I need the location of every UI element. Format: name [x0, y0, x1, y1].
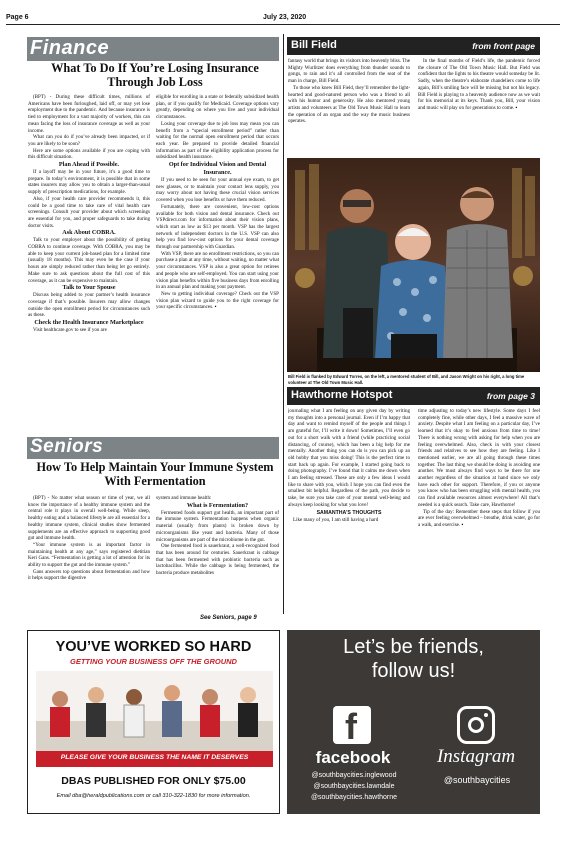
- bill-field-jump: from front page: [472, 41, 535, 51]
- social-line-1: Let’s be friends,: [343, 636, 484, 658]
- finance-column-1: [28, 94, 150, 370]
- dba-advertisement[interactable]: [27, 630, 280, 814]
- instagram-label: Instagram: [436, 746, 516, 767]
- bill-field-photo-caption: Bill Field is flanked by Edward Torres, on the left, a mentored student of Bill, and Jason Wright on his right, a long time volunteer at The Old Town Music Hall.: [288, 374, 525, 385]
- paragraph: “Your immune system is as important factor in maintaining health at any age,” says registered dietitian Keri Gans. “Fermentation is getting a lot of attention for its ability to support the gut and the immune system.”: [28, 541, 150, 569]
- page-number: Page 6: [6, 14, 29, 21]
- ad-ribbon-text: PLEASE GIVE YOUR BUSINESS THE NAME IT DESERVES: [60, 754, 249, 761]
- paragraph: fantasy world that brings its visitors into heavenly bliss. The Mighty Wurlitzer does everything from thunder sounds to gongs, to rain and it’s all controlled from the seat of the man in charge, Bill Field.: [288, 58, 410, 85]
- subhead: Ask About COBRA.: [62, 229, 116, 237]
- paragraph: time adjusting to today’s new lifestyle. Some days I feel completely fine, while other days, I feel a massive wave of anxiety. Despite what I am feeling on a particular day, I’ve learned that it’s okay to feel anxious from time to time! There is nothing wrong with asking for help when you are feeling overwhelmed. Also, check in with your closest friends and relatives to see how they are feeling. Like I mentioned earlier, we are all going through these times together. The last thing we should be doing is avoiding one another. We must always find ways to be there for one another regardless of the situation at hand since we only have each other for support. Therefore, if you or anyone you know who has been struggling with mental health, you can find available resources almost everywhere! All that’s needed is a quick search. Take care, Hawthorne!: [418, 408, 540, 508]
- paragraph: Fermented foods support gut health, an important part of the immune system. Fermentation happens when organic material (usually from plants) is broken down by microorganisms like yeast and bacteria. Many of those microorganisms are part of the microbiome in the gut.: [156, 509, 279, 543]
- paragraph: With VSP, there are no enrollment restrictions, so you can purchase a plan at any time, without waiting, no matter what your circumstances. VSP is also a great option for retirees and people who are self-employed. You can start using your vision plan benefits within five business days from enrolling in an annual plan and making your payment.: [156, 250, 279, 291]
- hawthorne-jump: from page 3: [486, 391, 535, 401]
- hawthorne-column-2: [418, 408, 540, 622]
- photo-illustration: [287, 158, 540, 372]
- header-rule: [6, 24, 560, 25]
- paragraph: To those who knew Bill Field, they’ll remember the light-hearted and good-natured person who was a friend to all with his humor and generosity. He also mentored young artists and volunteers at The Old Town Music Hall to learn the operation of an organ and the way the music business operates.: [288, 84, 410, 125]
- finance-column-2: [156, 94, 279, 370]
- bill-field-column-1: [288, 58, 410, 154]
- bill-field-column-2: [418, 58, 540, 154]
- ad-headline: YOU’VE WORKED SO HARD: [55, 639, 252, 655]
- social-line-2: follow us!: [371, 660, 456, 682]
- hawthorne-header-bar: [287, 387, 540, 405]
- ad-contact[interactable]: Email dba@heraldpublications.com or call 310-322-1830 for more information.: [56, 793, 251, 799]
- subhead: SAMANTHA’S THOUGHTS: [316, 509, 382, 516]
- paragraph: If you need to be seen for your annual eye exam, to get new glasses, or to maintain your contact lens supply, you may worry about not having these crucial vision services covered when you lose benefits or have them reduced.: [156, 177, 279, 204]
- seniors-jump-link[interactable]: See Seniors, page 9: [200, 615, 257, 621]
- subhead: Check the Health Insurance Marketplace: [34, 319, 144, 327]
- social-media-advertisement[interactable]: [287, 630, 540, 814]
- paragraph: journaling what I am feeling on any given day by writing my thoughts into a personal journal. Even if I’m happy that day and want to remind myself of the people and things I am grateful for, I’ll write it down! Sometimes, I’ll even go out for a short walk with a friend (while practicing social distancing, of course), which has been a big help for me mentally. Another thing you can do is you can pick up an old hobby that you miss doing! This is the perfect time to start back up again. For example, I started going back to doing photography. I’ve found that it calms me down when I am feeling stressed. These are only a few ideas I would like to share with you, which I hope you can find even the smallest bit helpful. Regardless of the path, you decide to take, be sure you take care of your mental well-being and always keep looking for what you love!: [288, 408, 410, 508]
- seniors-column-1: [28, 495, 150, 613]
- subhead: Talk to Your Spouse: [62, 284, 116, 292]
- facebook-handle-1[interactable]: @southbaycities.inglewood: [311, 772, 397, 779]
- bill-field-header-bar: [287, 37, 540, 55]
- seniors-column-2: [156, 495, 279, 613]
- paragraph: system and immune health:: [156, 495, 212, 501]
- instagram-handle[interactable]: @southbaycities: [443, 775, 511, 785]
- seniors-headline: How To Help Maintain Your Immune System With Fermentation: [36, 460, 274, 488]
- seniors-section-label: Seniors: [30, 436, 104, 457]
- paragraph: What can you do if you’ve already been impacted, or if you are likely to be soon?: [28, 134, 150, 147]
- paragraph: Talk to your employer about the possibility of getting COBRA to continue coverage. With COBRA, you may be able to keep your current job-based plan for a limited time (usually 18 months). This may even be the case if your hours are simply reduced rather than being let go entirely. Make sure to ask questions about the full cost of this coverage, as it can be expensive to maintain.: [28, 237, 150, 284]
- facebook-handle-3[interactable]: @southbaycities.hawthorne: [310, 794, 398, 801]
- facebook-handle-2[interactable]: @southbaycities.lawndale: [313, 783, 395, 790]
- subhead: What is Fermentation?: [186, 501, 249, 509]
- ad-offer: DBAS PUBLISHED FOR ONLY $75.00: [61, 775, 246, 787]
- paragraph: If a layoff may be in your future, it’s a good time to prepare. In today’s environment, it is possible that in some states insurers may allow you to obtain a larger-than-usual supply of prescription medications, for example.: [28, 169, 150, 196]
- paragraph: Gans answers top questions about fermentation and how it helps support the digestive: [28, 568, 150, 582]
- subhead: Opt for Individual Vision and Dental Insurance.: [168, 161, 267, 177]
- business-team-illustration: [36, 671, 273, 751]
- paragraph: Also, if your health care provider recommends it, this could be a good time to take care of vital health care screenings. Consult your provider about which screenings are essential for you, and proper safeguards to take during doctor visits.: [28, 195, 150, 229]
- paragraph: Like many of you, I am still having a hard: [293, 516, 379, 523]
- paragraph: (BPT) - During these difficult times, millions of Americans have been furloughed, laid off, or may yet lose employment due to the pandemic. And because insurance is tied to employment for a vast majority of workers, this can mean facing the loss of insurance coverage as well as your income.: [28, 94, 150, 134]
- hawthorne-column-1: [288, 408, 410, 622]
- bill-field-title: Bill Field: [291, 39, 337, 51]
- paragraph: eligible for enrolling in a state or federally subsidized health plan, or if you qualify for Medicaid. Coverage options vary greatly, depending on where you live and your individual circumstances.: [156, 94, 279, 121]
- paragraph: Tip of the day: Remember these steps that follow if you are ever feeling overwhelmed – breathe, drink water, go for a walk, and exercise. ▪: [418, 508, 540, 528]
- paragraph: One fermented food is sauerkraut, a well-recognized food that has been around for centuries. Sauerkraut is cabbage that has been fermented with probiotic bacteria such as lactobacillus. While the cabbage is being fermented, the bacteria produce metabolites: [156, 543, 279, 577]
- finance-headline: What To Do If You’re Losing Insurance Through Job Loss: [51, 61, 259, 89]
- facebook-label: facebook: [315, 748, 391, 767]
- paragraph: In the final months of Field’s life, the pandemic forced the closure of The Old Town Music Hall. But Field was confident that the lights to his theatre would someday be lit. Sadly, when the theatre’s elaborate chandeliers come to life again, Bill’s smiling face will be missing but not his legacy. Bill Field is playing to a heavenly audience now as we wait for his memorial at its keys. Thank you, Bill, your vision and music will play on for generations to come. ▪: [418, 58, 540, 111]
- paragraph: (BPT) - No matter what season or time of year, we all know the importance of a healthy immune system and the central role it plays in overall well-being. While sleep, healthy eating and a balanced lifestyle are all essential for a healthy immune system, clinical studies show fermented supplements are an effective approach to supporting good gut and immune health.: [28, 495, 150, 542]
- paragraph: Discuss being added to your partner’s health insurance coverage if that’s possible. Insurers may allow changes outside the open enrollment period for circumstances such as these.: [28, 292, 150, 319]
- facebook-icon: f: [333, 706, 371, 744]
- subhead: Plan Ahead if Possible.: [58, 161, 120, 169]
- hawthorne-title: Hawthorne Hotspot: [291, 389, 393, 401]
- ad-tagline: GETTING YOUR BUSINESS OFF THE GROUND: [70, 657, 237, 666]
- bill-field-photo: [287, 158, 540, 372]
- finance-section-label: Finance: [30, 37, 110, 59]
- paragraph: Fortunately, there are convenient, low-cost options available for both vision and dental insurance. Check out VSPdirect.com for information about their vision plans, which start as low as $13 per month. VSP has the largest network of independent doctors in the U.S. VSP can also help you find low-cost options for your dental coverage through our partnership with Guardian.: [156, 203, 279, 251]
- paragraph: Losing your coverage due to job loss may mean you can benefit from a “special enrollment period” rather than waiting for the normal open enrollment period that occurs each year. Be prepared to provide detailed financial information as part of the eligibility application process for subsidized health insurance.: [156, 120, 279, 161]
- paragraph: Here are some options available if you are coping with this difficult situation.: [28, 147, 150, 161]
- paragraph: Visit healthcare.gov to see if you are: [33, 327, 107, 334]
- issue-date: July 23, 2020: [263, 14, 307, 21]
- instagram-icon: [457, 706, 495, 744]
- column-divider: [283, 34, 284, 614]
- paragraph: New to getting individual coverage? Check out the VSP vision plan wizard to guide you to the right coverage for your specific circumstances. ▪: [156, 290, 279, 311]
